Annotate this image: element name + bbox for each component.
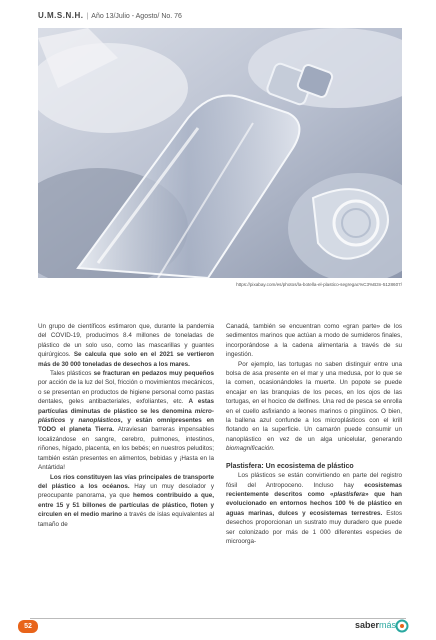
bold-run: hemos contribuido a que, entre 15 y 51 billones de partículas de plástico, floten y circulen en el medio marino — [38, 492, 214, 519]
italic-run: plastisfera — [333, 490, 366, 498]
text-run: Atraviesan barreras impensables localizándose en sangre, cerebro, pulmones, intestinos, riñones, hígado, placenta, en los bebés; en nuestros peluditos; también están presentes en alimentos, bebidas y ¡Hasta en la Antártida! — [38, 426, 214, 472]
brand-main: saber — [354, 620, 379, 630]
italic-run: nanoplásticos — [78, 417, 121, 425]
bottles-illustration — [38, 28, 402, 278]
running-header — [38, 11, 182, 20]
bold-run: , y están omnipresentes en TODO el planeta Tierra. — [38, 417, 214, 434]
photo-credit: https://pixabay.com/es/photos/la-botella-el-plastico-segregac%C3%B3n-5128607/ — [236, 282, 402, 287]
paragraph-6 — [226, 471, 402, 546]
text-run: . — [272, 445, 275, 453]
brand-accent: más — [378, 620, 396, 630]
bold-run: ecosistemas recientemente descritos como « — [226, 481, 402, 498]
paragraph-2 — [38, 369, 214, 472]
text-run: a través de islas equivalentes al tamaño de — [38, 511, 214, 528]
bold-run: A estas partículas diminutas de plástico se les denomina — [38, 398, 215, 415]
text-run: Hay un muy desolador y preocupante panorama, ya que — [38, 482, 214, 500]
brand-swirl-icon — [395, 619, 409, 633]
paragraph-5 — [226, 360, 402, 454]
left-column — [38, 322, 214, 529]
text-run: Estos desechos proporcionan un sustrato muy duradero que puede ser colonizado por más de 1 000 diferentes especies de microorga- — [226, 509, 402, 545]
right-column — [226, 322, 402, 546]
footer-divider — [30, 618, 406, 619]
italic-run: microplásticos — [38, 407, 214, 425]
page-number: 52 — [18, 620, 38, 633]
bold-run: » que han evolucionado en entornos hechos 100 % de plástico en aguas marinas, dulces y ecosistemas terrestres. — [226, 490, 402, 517]
issue-info: Año 13/Julio - Agosto/ No. 76 — [91, 13, 182, 20]
bold-run: Los ríos constituyen las vías principales de transporte del plástico a los océanos. — [38, 473, 214, 490]
text-run: Por ejemplo, las tortugas no saben distinguir entre una bolsa de asa presente en el mar y una medusa, por lo que se la comen, ocasionándoles la muerte. Un popote se puede encajar en las branquias de los peces, en los ojos de las tortugas, en el hocico de delfines. Una red de pesca se enrolla en el cuello asfixiando a leones marinos o pingüinos. O bien, la ballena azul confunde a los microplásticos con el krill flotando en la superficie. Un camarón puede consumir un nanoplástico en vez de un alga unicelular, generando — [226, 360, 402, 443]
bold-run: Se calcula que solo en el 2021 se vertieron más de 30 000 toneladas de desechos a los mares. — [38, 351, 214, 368]
italic-run: biomagnificación — [226, 445, 273, 453]
text-run: Tales plásticos — [50, 370, 94, 378]
brand-logo — [355, 620, 396, 630]
paragraph-1 — [38, 322, 214, 369]
header-separator: | — [86, 13, 89, 20]
bold-run: se fracturan en pedazos muy pequeños — [93, 370, 214, 378]
plastic-bottles-photo — [38, 28, 402, 278]
section-heading: Plastisfera: Un ecosistema de plástico — [226, 462, 354, 470]
text-run: por acción de la luz del Sol, fricción o movimientos mecánicos, o se presentan en productos de higiene personal como pastas dentales, geles antibacteriales, exfoliantes, etc. — [38, 379, 214, 406]
paragraph-3 — [38, 473, 214, 529]
bold-run: y — [65, 417, 79, 425]
text-run: Un grupo de científicos estimaron que, durante la pandemia del COVID-19, producimos 8.4 millones de toneladas de plástico de un solo uso, como las mascarillas y guantes quirúrgicos. — [38, 323, 214, 359]
text-run: Los plásticos se están convirtiendo en parte del registro fósil del Antropoceno. Incluso hay — [226, 472, 402, 489]
magazine-name: U.M.S.N.H. — [38, 11, 84, 20]
paragraph-4: Canadá, también se encuentran como «gran parte» de los sedimentos marinos que actúan a modo de sumideros finales, incorporándose a la cadena alimentaria a través de su ingestión. — [226, 323, 402, 359]
